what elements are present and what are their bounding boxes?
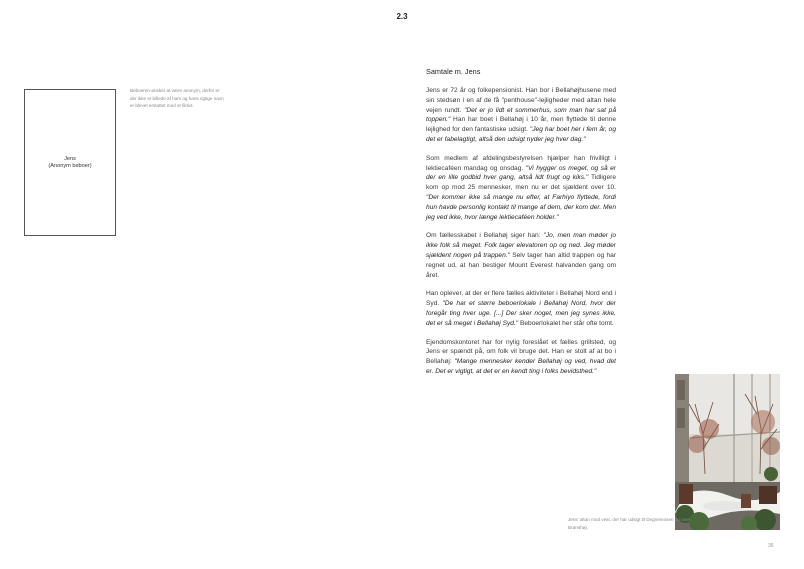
quote: "Der kommer ikke så mange nu efter, at Farhiyo flyttede, fordi hun havde personlig kontakt til mange af dem, der kom der. Men jeg ved ikke, hvor længe lektiecaféen holder." <box>426 193 616 221</box>
text-run: Jens er 72 år og folkepensionist. Han bor i Bellahøjhusene med sin stedsøn i en af de få "penthouse"-lejligheder med altan hele vejen rundt. <box>426 87 616 114</box>
quote: "Jeg har boet her i fem år, og det er fabelagtigt, altså den udsigt nyder jeg hver dag." <box>426 126 617 143</box>
quote: "Mange mennesker kender Bellahøj og ved, hvad det er. Det er vigtigt, at det er en kendt ting i folks bevidsthed." <box>426 358 616 375</box>
paragraph <box>426 338 616 377</box>
text-run: Tidligere kom op mod 25 mennesker, men nu er det sjældent over 10. <box>426 174 616 192</box>
text-run: Ejendomskontoret har for nylig foreslået et fælles grillsted, og Jens er spændt på, om folk vil bruge det. Han er stolt af at bo i Bellahøj: <box>426 338 616 366</box>
portrait-name: Jens <box>64 155 76 162</box>
paragraph <box>426 231 616 280</box>
portrait-role: (Anonym beboer) <box>48 162 92 169</box>
anonymity-note: Beboeren ønsker at være anonym, derfor er der ikke et billede af ham og hans rigtige navn er blevet erstattet med et fiktivt. <box>130 88 224 109</box>
paragraph <box>426 86 616 145</box>
text-run: Som medlem af afdelingsbestyrelsen hjælper han frivilligt i lektiecaféen mandag og onsdag. <box>426 154 616 172</box>
text-run: Han har boet i Bellahøj i 10 år, men flyttede til denne lejlighed for den fantastiske udsigt. <box>426 116 616 134</box>
page-number: 36 <box>768 543 774 549</box>
portrait-placeholder <box>24 89 116 236</box>
balcony-photo <box>675 374 780 530</box>
text-run: Om fællesskabet i Bellahøj siger han: <box>426 232 544 240</box>
quote: "Vi hygger os meget, og så er der en lille godbid hver gang, altså lidt frugt og kiks." <box>426 164 616 182</box>
paragraph <box>426 289 616 328</box>
paragraph <box>426 154 616 223</box>
text-run: Selv tager han altid trappen og har regnet ud, at han bestiger Mount Everest halvanden gang om året. <box>426 251 616 279</box>
section-number: 2.3 <box>396 12 408 21</box>
quote: "De har et større beboerlokale i Bellahøj Nord, hvor der foregår ting hver uge. [...] Der sker noget, men jeg synes ikke, det er så meget i Bellahøj Syd." <box>426 300 616 327</box>
quote: "Jo, men man møder jo ikke folk så meget. Folk tager elevatoren op og ned. Jeg møder sjældent nogen på trappen." <box>426 232 616 259</box>
photo-caption: Jens' altan mod vest, der har udsigt til Degnemosen og over Brønshøj. <box>568 517 691 530</box>
interview-heading: Samtale m. Jens <box>426 67 481 76</box>
text-run: Beboerlokalet her står ofte tomt. <box>518 319 614 327</box>
interview-body <box>426 86 616 386</box>
quote: "Det er jo lidt et sommerhus, som man har sat på toppen." <box>426 106 616 124</box>
text-run: Han oplever, at der er flere fælles aktiviteter i Bellahøj Nord end i Syd. <box>426 290 616 308</box>
